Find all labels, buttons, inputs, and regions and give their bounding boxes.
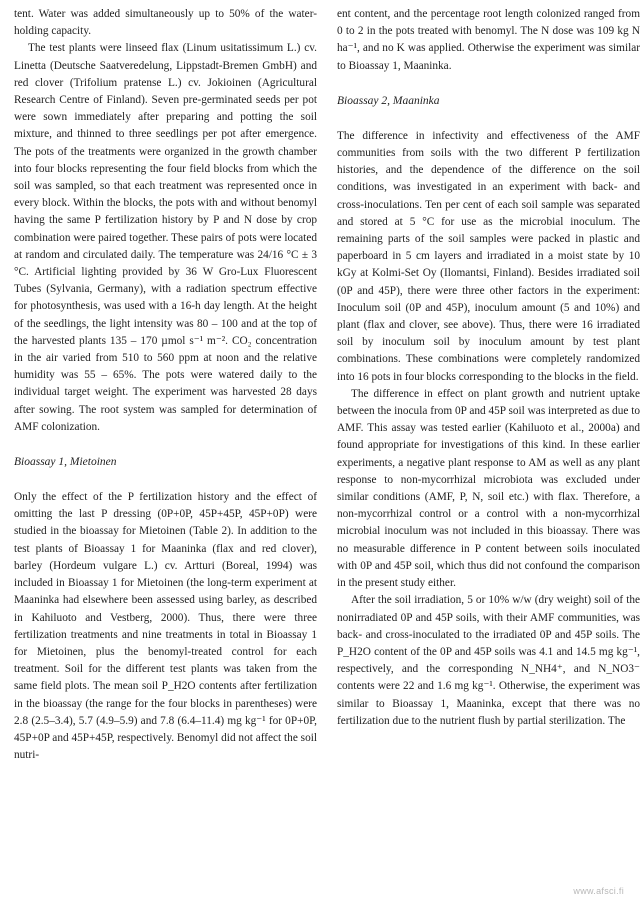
paragraph-amf-infectivity: The difference in infectivity and effectiveness of the AMF communities from soils with the two different P fertilization histories, and the dependence of the difference on the soil conditions, was investigated in an experiment with back- and cross-inoculations. Ten per cent of each soil sample was separated and stored at 5 °C for use as the microbial inoculum. The remaining parts of the soil samples were packed in plastic and paperboard in 5 cm layers and irradiated in a moist state by 10 kGy at Kolmi-Set Oy (Ilomantsi, Finland). Besides irradiated soil (0P and 45P), there were three other factors in the experiment: Inoculum soil (0P and 45P), inoculum amount (5 and 10%) and plant (flax and clover, see above). Thus, there were 16 irradiated soil by inoculum soil by inoculum amount by test plant combinations. These combinations were completely randomized into 16 pots in four blocks corresponding to the blocks in the field. — [337, 129, 640, 383]
watermark-text: www.afsci.fi — [573, 886, 624, 896]
paragraph-plant-growth-difference: The difference in effect on plant growth and nutrient uptake between the inocula from 0P and 45P soil was interpreted as due to AMF. This assay was tested earlier (Kahiluoto et al., 2000a) and found appropriate for investigations of this kind. In these earlier experiments, a negative plant response to AM as well as any plant response to non-mycorrhizal microbiota was excluded under similar conditions (AMF, P, N, soil etc.) with flax. Therefore, a non-mycorrhizal control or a control with a non-mycorrhizal microbial inoculum was not included in this bioassay. There was no measurable difference in P content between soils inoculated with 0P and 45P soil, which thus did not confound the comparison in the present study either. — [337, 387, 640, 590]
paragraph-soil-irradiation: After the soil irradiation, 5 or 10% w/w (dry weight) soil of the nonirradiated 0P and 45P soils, with their AMF communities, was back- and cross-inoculated to the irradiated 0P and 45P soils. The P_H2O content of the 0P and 45P soils was 4.1 and 14.5 mg kg⁻¹, respectively, and the corresponding N_NH4⁺, and N_NO3⁻ contents were 22 and 1.6 mg kg⁻¹. Otherwise, the experiment was similar to Bioassay 1, Maaninka, except that there was no fertilization due to the nutrient flush by partial sterilization. The — [337, 594, 640, 727]
right-column — [337, 6, 640, 730]
paragraph-water-capacity: tent. Water was added simultaneously up to 50% of the water-holding capacity. — [14, 8, 317, 38]
paragraph-mietoinen-method: Only the effect of the P fertilization history and the effect of omitting the last P dressing (0P+0P, 45P+45P, 45P+0P) were studied in the bioassay for Mietoinen (Table 2). In addition to the test plants of Bioassay 1 for Maaninka (flax and red clover), barley (Hordeum vulgare L.) cv. Artturi (Boreal, 1994) was included in Bioassay 1 for Mietoinen (the long-term experiment at Maaninka had elsewhere been assessed using barley, as described in Kahiluoto and Vestberg, 2000). Thus, there were three fertilization treatments and nine treatments in total in Bioassay 1 for Mietoinen, plus the benomyl-treated control for each treatment. Soil for the different test plants was taken from the same field plots. The mean soil P_H2O contents after fertilization in the bioassay (the range for the four blocks in parentheses) were 2.8 (2.5–3.4), 5.7 (4.9–5.9) and 7.8 (6.4–11.4) mg kg⁻¹ for 0P+0P, 45P+0P and 45P+45P, respectively. Benomyl did not affect the soil nutri- — [14, 491, 317, 762]
section-heading-bioassay-2-maaninka: Bioassay 2, Maaninka — [337, 94, 440, 107]
section-heading-bioassay-1-mietoinen: Bioassay 1, Mietoinen — [14, 456, 117, 469]
paragraph-continued-nutrient: ent content, and the percentage root length colonized ranged from 0 to 2 in the pots treated with benomyl. The N dose was 109 kg N ha⁻¹, and no K was applied. Otherwise the experiment was similar to Bioassay 1, Maaninka. — [337, 8, 640, 72]
paragraph-test-plants: The test plants were linseed flax (Linum usitatissimum L.) cv. Linetta (Deutsche Saatveredelung, Lippstadt-Bremen GmbH) and red clover (Trifolium pratense L.) cv. Jokioinen (Agricultural Research Centre of Finland). Seven pre-germinated seeds per pot were sown immediately after preparing and potting the soil mixture, and thinned to three seedlings per pot after emergence. The pots of the treatments were organized in the growth chamber into four blocks representing the four field blocks from which the soil was sampled, so that each treatment was represented once in every block. Within the blocks, the pots with and without benomyl having the same P fertilization history by P and N dose by crop combination were paired together. These pairs of pots were located at random and circulated daily. The temperature was 24/16 °C ± 3 °C. Artificial lighting provided by 36 W Gro-Lux Fluorescent Tubes (Sylvania, Germany), with a radiation spectrum effective for photosynthesis, was used with a 16-h day length. At the height of the seedlings, the light intensity was 80 – 100 and at the top of the harvested plants 135 – 170 µmol s⁻¹ m⁻². CO₂ concentration in the air varied from 510 to 560 ppm at noon and the relative humidity was 55 – 65%. The pots were watered daily to the individual target weight. The experiment was harvested 28 days after sowing. The root system was sampled for determination of AMF colonization. — [14, 42, 317, 433]
left-column — [14, 6, 317, 764]
